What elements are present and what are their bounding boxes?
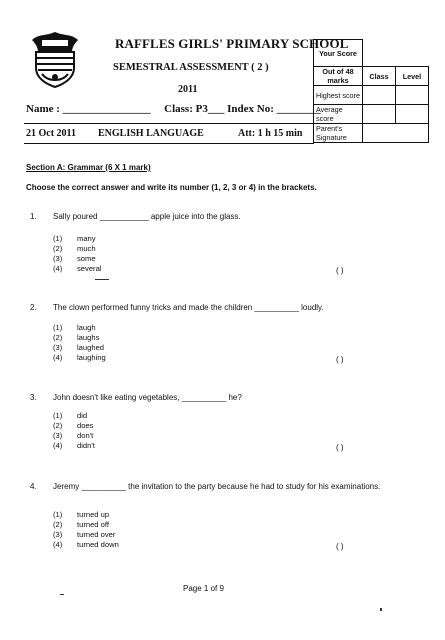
section-instruction: Choose the correct answer and write its number (1, 2, 3 or 4) in the brackets. — [26, 183, 317, 192]
option-1: (1) laugh — [53, 323, 96, 332]
answer-bracket[interactable]: ( ) — [336, 355, 344, 364]
assessment-title: SEMESTRAL ASSESSMENT ( 2 ) — [113, 62, 269, 73]
exam-subject: ENGLISH LANGUAGE — [98, 128, 204, 139]
your-score-label: Your Score — [314, 40, 363, 67]
options-list — [53, 411, 95, 451]
class-column-header: Class — [363, 67, 396, 86]
class-field[interactable]: Class: P3___ — [164, 103, 225, 115]
option-1: (1) many — [53, 234, 96, 243]
options-list — [53, 323, 106, 363]
highest-class-cell[interactable] — [363, 86, 396, 105]
option-3: (3) some — [53, 254, 96, 263]
answer-bracket[interactable]: ( ) — [336, 266, 344, 275]
header-divider-top — [24, 123, 314, 124]
question-4 — [26, 482, 386, 562]
highest-level-cell[interactable] — [396, 86, 429, 105]
name-field[interactable]: Name : ________________ — [26, 103, 151, 115]
school-name: RAFFLES GIRLS' PRIMARY SCHOOL — [115, 36, 349, 51]
option-1: (1) turned up — [53, 510, 110, 519]
question-number: 3. — [30, 393, 37, 402]
header-divider-bottom — [24, 143, 314, 144]
question-text: John doesn't like eating vegetables, __________ he? — [53, 393, 242, 402]
question-3 — [26, 393, 386, 463]
option-4: (4) didn't — [53, 441, 95, 450]
option-4: (4) turned down — [53, 540, 119, 549]
option-2: (2) laughs — [53, 333, 100, 342]
question-1 — [26, 212, 386, 282]
question-text: The clown performed funny tricks and made the children __________ loudly. — [53, 303, 324, 312]
page-number: Page 1 of 9 — [183, 584, 224, 593]
option-4: (4) several — [53, 264, 102, 273]
score-table — [313, 39, 429, 143]
parent-signature-cell[interactable] — [363, 124, 429, 143]
school-crest-logo — [28, 30, 82, 88]
stray-mark — [60, 594, 64, 595]
question-number: 4. — [30, 482, 37, 491]
question-2 — [26, 303, 386, 373]
section-title: Section A: Grammar (6 X 1 mark) — [26, 163, 151, 172]
options-list — [53, 510, 119, 550]
score-blank — [363, 40, 429, 67]
option-2: (2) does — [53, 421, 94, 430]
option-3: (3) turned over — [53, 530, 116, 539]
average-score-label: Average score — [314, 105, 363, 124]
exam-info-row — [26, 128, 316, 139]
assessment-year: 2011 — [178, 84, 198, 95]
option-2: (2) turned off — [53, 520, 109, 529]
question-number: 1. — [30, 212, 37, 221]
option-2: (2) much — [53, 244, 96, 253]
stray-mark — [95, 279, 109, 280]
average-level-cell[interactable] — [396, 105, 429, 124]
exam-duration: Att: 1 h 15 min — [238, 128, 303, 139]
exam-date: 21 Oct 2011 — [26, 128, 76, 139]
index-field[interactable]: Index No: ________ — [227, 103, 321, 115]
answer-bracket[interactable]: ( ) — [336, 443, 344, 452]
stray-mark — [380, 608, 382, 611]
option-3: (3) don't — [53, 431, 94, 440]
level-column-header: Level — [396, 67, 429, 86]
options-list — [53, 234, 101, 274]
highest-score-label: Highest score — [314, 86, 363, 105]
question-number: 2. — [30, 303, 37, 312]
question-text: Sally poured ___________ apple juice into the glass. — [53, 212, 241, 221]
average-class-cell[interactable] — [363, 105, 396, 124]
answer-bracket[interactable]: ( ) — [336, 542, 344, 551]
question-text: Jeremy __________ the invitation to the party because he had to study for his examinations. — [53, 482, 381, 491]
student-info-row — [26, 103, 321, 115]
option-1: (1) did — [53, 411, 88, 420]
option-3: (3) laughed — [53, 343, 105, 352]
option-4: (4) laughing — [53, 353, 106, 362]
parent-signature-label: Parent's Signature — [314, 124, 363, 143]
out-of-label: Out of 48 marks — [314, 67, 363, 86]
